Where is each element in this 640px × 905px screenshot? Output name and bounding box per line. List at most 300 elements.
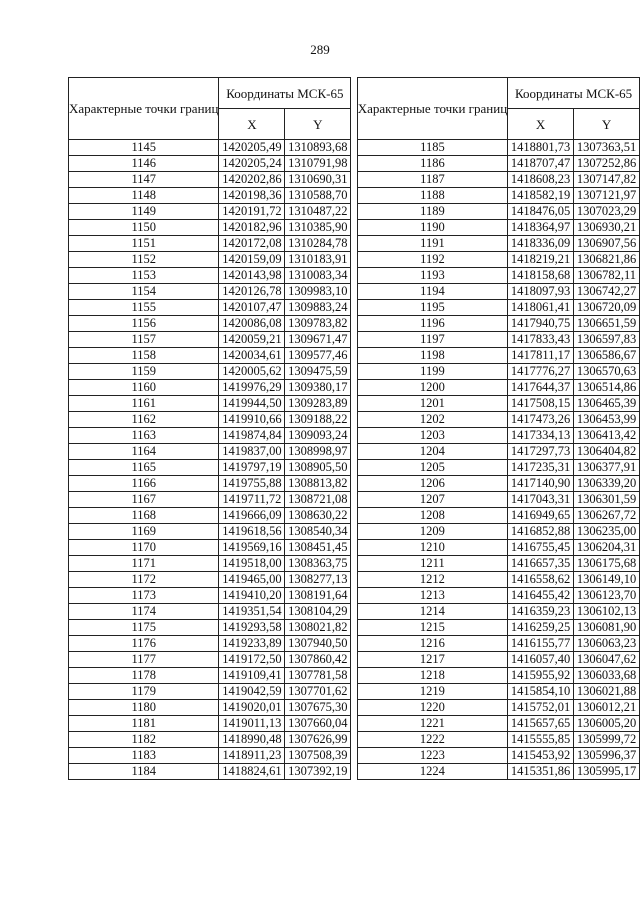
point-number-cell: 1152	[69, 252, 219, 268]
table-row	[69, 252, 351, 268]
table-row	[69, 444, 351, 460]
point-number-cell: 1187	[357, 172, 507, 188]
table-row	[357, 620, 639, 636]
point-number-cell: 1156	[69, 316, 219, 332]
y-coordinate-cell: 1306063,23	[574, 636, 640, 652]
point-number-cell: 1204	[357, 444, 507, 460]
x-coordinate-cell: 1420059,21	[219, 332, 285, 348]
y-coordinate-cell: 1307675,30	[285, 700, 351, 716]
y-coordinate-cell: 1308451,45	[285, 540, 351, 556]
x-coordinate-cell: 1415351,86	[508, 764, 574, 780]
y-coordinate-cell: 1309283,89	[285, 396, 351, 412]
point-number-cell: 1160	[69, 380, 219, 396]
x-coordinate-cell: 1420159,09	[219, 252, 285, 268]
coordinates-table-left	[68, 77, 351, 780]
table-row	[357, 220, 639, 236]
y-coordinate-cell: 1306413,42	[574, 428, 640, 444]
table-row	[357, 348, 639, 364]
x-coordinate-cell: 1420086,08	[219, 316, 285, 332]
table-row	[357, 140, 639, 156]
point-number-cell: 1172	[69, 572, 219, 588]
y-coordinate-cell: 1308721,08	[285, 492, 351, 508]
x-coordinate-cell: 1417334,13	[508, 428, 574, 444]
point-number-cell: 1168	[69, 508, 219, 524]
point-number-cell: 1180	[69, 700, 219, 716]
point-number-cell: 1176	[69, 636, 219, 652]
y-coordinate-cell: 1310385,90	[285, 220, 351, 236]
y-coordinate-cell: 1306570,63	[574, 364, 640, 380]
x-coordinate-cell: 1419410,20	[219, 588, 285, 604]
x-coordinate-cell: 1417776,27	[508, 364, 574, 380]
table-row	[69, 140, 351, 156]
point-number-cell: 1183	[69, 748, 219, 764]
point-number-cell: 1179	[69, 684, 219, 700]
point-number-cell: 1154	[69, 284, 219, 300]
point-number-cell: 1203	[357, 428, 507, 444]
point-number-cell: 1193	[357, 268, 507, 284]
y-coordinate-cell: 1306235,00	[574, 524, 640, 540]
y-coordinate-cell: 1308021,82	[285, 620, 351, 636]
table-row	[357, 748, 639, 764]
y-coordinate-cell: 1306021,88	[574, 684, 640, 700]
point-number-cell: 1221	[357, 716, 507, 732]
table-row	[69, 604, 351, 620]
point-number-cell: 1222	[357, 732, 507, 748]
x-coordinate-cell: 1415854,10	[508, 684, 574, 700]
point-number-cell: 1166	[69, 476, 219, 492]
y-coordinate-cell: 1308813,82	[285, 476, 351, 492]
point-number-cell: 1223	[357, 748, 507, 764]
table-row	[69, 764, 351, 780]
y-coordinate-cell: 1306720,09	[574, 300, 640, 316]
point-number-cell: 1194	[357, 284, 507, 300]
y-coordinate-cell: 1306047,62	[574, 652, 640, 668]
point-number-cell: 1192	[357, 252, 507, 268]
table-body-left	[69, 140, 351, 780]
y-coordinate-cell: 1307023,29	[574, 204, 640, 220]
y-coordinate-cell: 1309671,47	[285, 332, 351, 348]
x-coordinate-cell: 1418061,41	[508, 300, 574, 316]
y-coordinate-cell: 1306033,68	[574, 668, 640, 684]
x-coordinate-cell: 1419837,00	[219, 444, 285, 460]
x-coordinate-cell: 1417235,31	[508, 460, 574, 476]
x-coordinate-cell: 1419910,66	[219, 412, 285, 428]
y-coordinate-cell: 1306586,67	[574, 348, 640, 364]
x-coordinate-cell: 1415955,92	[508, 668, 574, 684]
table-row	[357, 284, 639, 300]
x-coordinate-cell: 1420198,36	[219, 188, 285, 204]
table-row	[69, 268, 351, 284]
table-row	[69, 460, 351, 476]
table-row	[69, 492, 351, 508]
point-number-cell: 1224	[357, 764, 507, 780]
x-coordinate-cell: 1418707,47	[508, 156, 574, 172]
point-number-cell: 1167	[69, 492, 219, 508]
y-coordinate-cell: 1309883,24	[285, 300, 351, 316]
table-body-right	[357, 140, 639, 780]
x-coordinate-cell: 1418582,19	[508, 188, 574, 204]
table-row	[69, 716, 351, 732]
table-row	[69, 284, 351, 300]
table-row	[69, 428, 351, 444]
x-coordinate-cell: 1418158,68	[508, 268, 574, 284]
y-coordinate-cell: 1306651,59	[574, 316, 640, 332]
y-coordinate-cell: 1307392,19	[285, 764, 351, 780]
x-coordinate-cell: 1418911,23	[219, 748, 285, 764]
x-coordinate-cell: 1415657,65	[508, 716, 574, 732]
x-coordinate-cell: 1418608,23	[508, 172, 574, 188]
point-number-cell: 1150	[69, 220, 219, 236]
point-number-cell: 1202	[357, 412, 507, 428]
point-number-cell: 1208	[357, 508, 507, 524]
x-coordinate-cell: 1416057,40	[508, 652, 574, 668]
table-row	[357, 172, 639, 188]
point-number-cell: 1205	[357, 460, 507, 476]
x-coordinate-cell: 1419755,88	[219, 476, 285, 492]
table-row	[357, 460, 639, 476]
point-number-cell: 1200	[357, 380, 507, 396]
point-number-cell: 1153	[69, 268, 219, 284]
y-coordinate-cell: 1305995,17	[574, 764, 640, 780]
header-points: Характерные точки границ	[69, 78, 219, 140]
table-row	[69, 748, 351, 764]
x-coordinate-cell: 1418219,21	[508, 252, 574, 268]
x-coordinate-cell: 1418801,73	[508, 140, 574, 156]
point-number-cell: 1210	[357, 540, 507, 556]
point-number-cell: 1214	[357, 604, 507, 620]
table-row	[357, 252, 639, 268]
x-coordinate-cell: 1416558,62	[508, 572, 574, 588]
table-row	[69, 300, 351, 316]
y-coordinate-cell: 1308998,97	[285, 444, 351, 460]
table-row	[357, 412, 639, 428]
table-row	[357, 524, 639, 540]
table-row	[357, 508, 639, 524]
y-coordinate-cell: 1305999,72	[574, 732, 640, 748]
table-row	[357, 364, 639, 380]
point-number-cell: 1164	[69, 444, 219, 460]
table-row	[357, 476, 639, 492]
table-row	[69, 380, 351, 396]
point-number-cell: 1178	[69, 668, 219, 684]
x-coordinate-cell: 1419020,01	[219, 700, 285, 716]
y-coordinate-cell: 1308104,29	[285, 604, 351, 620]
x-coordinate-cell: 1416155,77	[508, 636, 574, 652]
x-coordinate-cell: 1419011,13	[219, 716, 285, 732]
table-row	[69, 396, 351, 412]
table-row	[357, 540, 639, 556]
point-number-cell: 1199	[357, 364, 507, 380]
x-coordinate-cell: 1419233,89	[219, 636, 285, 652]
table-row	[357, 652, 639, 668]
header-x: X	[219, 109, 285, 140]
y-coordinate-cell: 1309783,82	[285, 316, 351, 332]
x-coordinate-cell: 1417811,17	[508, 348, 574, 364]
point-number-cell: 1169	[69, 524, 219, 540]
x-coordinate-cell: 1417940,75	[508, 316, 574, 332]
point-number-cell: 1219	[357, 684, 507, 700]
x-coordinate-cell: 1420182,96	[219, 220, 285, 236]
table-row	[357, 700, 639, 716]
point-number-cell: 1163	[69, 428, 219, 444]
point-number-cell: 1157	[69, 332, 219, 348]
point-number-cell: 1213	[357, 588, 507, 604]
y-coordinate-cell: 1308191,64	[285, 588, 351, 604]
x-coordinate-cell: 1419976,29	[219, 380, 285, 396]
table-row	[357, 684, 639, 700]
point-number-cell: 1173	[69, 588, 219, 604]
y-coordinate-cell: 1306123,70	[574, 588, 640, 604]
table-row	[69, 556, 351, 572]
x-coordinate-cell: 1416455,42	[508, 588, 574, 604]
y-coordinate-cell: 1307147,82	[574, 172, 640, 188]
x-coordinate-cell: 1420034,61	[219, 348, 285, 364]
point-number-cell: 1197	[357, 332, 507, 348]
table-row	[357, 572, 639, 588]
x-coordinate-cell: 1419518,00	[219, 556, 285, 572]
point-number-cell: 1149	[69, 204, 219, 220]
y-coordinate-cell: 1306005,20	[574, 716, 640, 732]
y-coordinate-cell: 1310690,31	[285, 172, 351, 188]
header-coordinates: Координаты МСК-65	[219, 78, 351, 109]
table-row	[69, 220, 351, 236]
point-number-cell: 1175	[69, 620, 219, 636]
y-coordinate-cell: 1306301,59	[574, 492, 640, 508]
y-coordinate-cell: 1307508,39	[285, 748, 351, 764]
x-coordinate-cell: 1419666,09	[219, 508, 285, 524]
x-coordinate-cell: 1419944,50	[219, 396, 285, 412]
table-row	[357, 188, 639, 204]
y-coordinate-cell: 1309188,22	[285, 412, 351, 428]
point-number-cell: 1155	[69, 300, 219, 316]
y-coordinate-cell: 1310487,22	[285, 204, 351, 220]
table-row	[357, 588, 639, 604]
x-coordinate-cell: 1418824,61	[219, 764, 285, 780]
y-coordinate-cell: 1310893,68	[285, 140, 351, 156]
y-coordinate-cell: 1310791,98	[285, 156, 351, 172]
point-number-cell: 1165	[69, 460, 219, 476]
point-number-cell: 1207	[357, 492, 507, 508]
table-row	[357, 316, 639, 332]
y-coordinate-cell: 1306597,83	[574, 332, 640, 348]
table-row	[357, 604, 639, 620]
table-row	[69, 236, 351, 252]
x-coordinate-cell: 1420205,49	[219, 140, 285, 156]
y-coordinate-cell: 1306175,68	[574, 556, 640, 572]
x-coordinate-cell: 1419797,19	[219, 460, 285, 476]
x-coordinate-cell: 1420126,78	[219, 284, 285, 300]
table-row	[69, 636, 351, 652]
table-row	[357, 636, 639, 652]
x-coordinate-cell: 1415752,01	[508, 700, 574, 716]
x-coordinate-cell: 1416755,45	[508, 540, 574, 556]
y-coordinate-cell: 1307252,86	[574, 156, 640, 172]
header-y: Y	[574, 109, 640, 140]
y-coordinate-cell: 1305996,37	[574, 748, 640, 764]
x-coordinate-cell: 1419874,84	[219, 428, 285, 444]
point-number-cell: 1151	[69, 236, 219, 252]
point-number-cell: 1218	[357, 668, 507, 684]
x-coordinate-cell: 1420107,47	[219, 300, 285, 316]
table-row	[69, 172, 351, 188]
point-number-cell: 1171	[69, 556, 219, 572]
y-coordinate-cell: 1308277,13	[285, 572, 351, 588]
y-coordinate-cell: 1306404,82	[574, 444, 640, 460]
x-coordinate-cell: 1416949,65	[508, 508, 574, 524]
point-number-cell: 1147	[69, 172, 219, 188]
point-number-cell: 1170	[69, 540, 219, 556]
point-number-cell: 1209	[357, 524, 507, 540]
table-row	[69, 364, 351, 380]
y-coordinate-cell: 1306012,21	[574, 700, 640, 716]
y-coordinate-cell: 1308630,22	[285, 508, 351, 524]
x-coordinate-cell: 1419293,58	[219, 620, 285, 636]
point-number-cell: 1211	[357, 556, 507, 572]
point-number-cell: 1212	[357, 572, 507, 588]
x-coordinate-cell: 1419172,50	[219, 652, 285, 668]
y-coordinate-cell: 1306102,13	[574, 604, 640, 620]
table-row	[357, 236, 639, 252]
x-coordinate-cell: 1419711,72	[219, 492, 285, 508]
point-number-cell: 1216	[357, 636, 507, 652]
coordinates-table-right	[357, 77, 640, 780]
table-row	[357, 764, 639, 780]
y-coordinate-cell: 1306377,91	[574, 460, 640, 476]
y-coordinate-cell: 1309577,46	[285, 348, 351, 364]
table-row	[357, 668, 639, 684]
table-row	[69, 316, 351, 332]
point-number-cell: 1196	[357, 316, 507, 332]
table-row	[69, 572, 351, 588]
point-number-cell: 1148	[69, 188, 219, 204]
x-coordinate-cell: 1417473,26	[508, 412, 574, 428]
point-number-cell: 1185	[357, 140, 507, 156]
point-number-cell: 1191	[357, 236, 507, 252]
y-coordinate-cell: 1306267,72	[574, 508, 640, 524]
y-coordinate-cell: 1306930,21	[574, 220, 640, 236]
table-row	[69, 332, 351, 348]
y-coordinate-cell: 1306782,11	[574, 268, 640, 284]
point-number-cell: 1188	[357, 188, 507, 204]
x-coordinate-cell: 1417508,15	[508, 396, 574, 412]
y-coordinate-cell: 1310588,70	[285, 188, 351, 204]
header-y: Y	[285, 109, 351, 140]
x-coordinate-cell: 1418336,09	[508, 236, 574, 252]
x-coordinate-cell: 1416259,25	[508, 620, 574, 636]
x-coordinate-cell: 1415555,85	[508, 732, 574, 748]
table-row	[357, 332, 639, 348]
x-coordinate-cell: 1417297,73	[508, 444, 574, 460]
table-row	[357, 300, 639, 316]
header-points: Характерные точки границ	[357, 78, 507, 140]
y-coordinate-cell: 1307940,50	[285, 636, 351, 652]
x-coordinate-cell: 1419569,16	[219, 540, 285, 556]
table-row	[69, 188, 351, 204]
y-coordinate-cell: 1306453,99	[574, 412, 640, 428]
x-coordinate-cell: 1419465,00	[219, 572, 285, 588]
table-row	[357, 380, 639, 396]
table-row	[69, 620, 351, 636]
point-number-cell: 1159	[69, 364, 219, 380]
point-number-cell: 1220	[357, 700, 507, 716]
point-number-cell: 1184	[69, 764, 219, 780]
y-coordinate-cell: 1309380,17	[285, 380, 351, 396]
point-number-cell: 1186	[357, 156, 507, 172]
x-coordinate-cell: 1418476,05	[508, 204, 574, 220]
table-row	[69, 508, 351, 524]
x-coordinate-cell: 1417043,31	[508, 492, 574, 508]
y-coordinate-cell: 1310083,34	[285, 268, 351, 284]
y-coordinate-cell: 1309093,24	[285, 428, 351, 444]
y-coordinate-cell: 1307860,42	[285, 652, 351, 668]
x-coordinate-cell: 1416359,23	[508, 604, 574, 620]
y-coordinate-cell: 1306339,20	[574, 476, 640, 492]
table-row	[69, 204, 351, 220]
y-coordinate-cell: 1308363,75	[285, 556, 351, 572]
table-row	[69, 476, 351, 492]
point-number-cell: 1190	[357, 220, 507, 236]
table-row	[69, 412, 351, 428]
x-coordinate-cell: 1417833,43	[508, 332, 574, 348]
point-number-cell: 1217	[357, 652, 507, 668]
coordinates-tables	[68, 77, 640, 780]
point-number-cell: 1215	[357, 620, 507, 636]
table-row	[69, 588, 351, 604]
header-x: X	[508, 109, 574, 140]
point-number-cell: 1198	[357, 348, 507, 364]
table-row	[69, 348, 351, 364]
x-coordinate-cell: 1418097,93	[508, 284, 574, 300]
table-row	[357, 716, 639, 732]
point-number-cell: 1145	[69, 140, 219, 156]
y-coordinate-cell: 1306907,56	[574, 236, 640, 252]
y-coordinate-cell: 1308905,50	[285, 460, 351, 476]
point-number-cell: 1189	[357, 204, 507, 220]
table-row	[69, 668, 351, 684]
point-number-cell: 1146	[69, 156, 219, 172]
y-coordinate-cell: 1306149,10	[574, 572, 640, 588]
x-coordinate-cell: 1420005,62	[219, 364, 285, 380]
x-coordinate-cell: 1420205,24	[219, 156, 285, 172]
page-number: 289	[310, 42, 330, 57]
y-coordinate-cell: 1306081,90	[574, 620, 640, 636]
x-coordinate-cell: 1415453,92	[508, 748, 574, 764]
point-number-cell: 1162	[69, 412, 219, 428]
point-number-cell: 1177	[69, 652, 219, 668]
point-number-cell: 1201	[357, 396, 507, 412]
header-coordinates: Координаты МСК-65	[508, 78, 640, 109]
table-row	[357, 732, 639, 748]
table-row	[357, 556, 639, 572]
table-row	[69, 700, 351, 716]
x-coordinate-cell: 1420191,72	[219, 204, 285, 220]
y-coordinate-cell: 1306821,86	[574, 252, 640, 268]
x-coordinate-cell: 1420172,08	[219, 236, 285, 252]
x-coordinate-cell: 1419618,56	[219, 524, 285, 540]
x-coordinate-cell: 1419351,54	[219, 604, 285, 620]
table-row	[69, 540, 351, 556]
point-number-cell: 1161	[69, 396, 219, 412]
x-coordinate-cell: 1417644,37	[508, 380, 574, 396]
table-row	[357, 492, 639, 508]
y-coordinate-cell: 1306204,31	[574, 540, 640, 556]
y-coordinate-cell: 1307626,99	[285, 732, 351, 748]
table-row	[69, 684, 351, 700]
y-coordinate-cell: 1307660,04	[285, 716, 351, 732]
y-coordinate-cell: 1309983,10	[285, 284, 351, 300]
point-number-cell: 1195	[357, 300, 507, 316]
table-row	[357, 204, 639, 220]
